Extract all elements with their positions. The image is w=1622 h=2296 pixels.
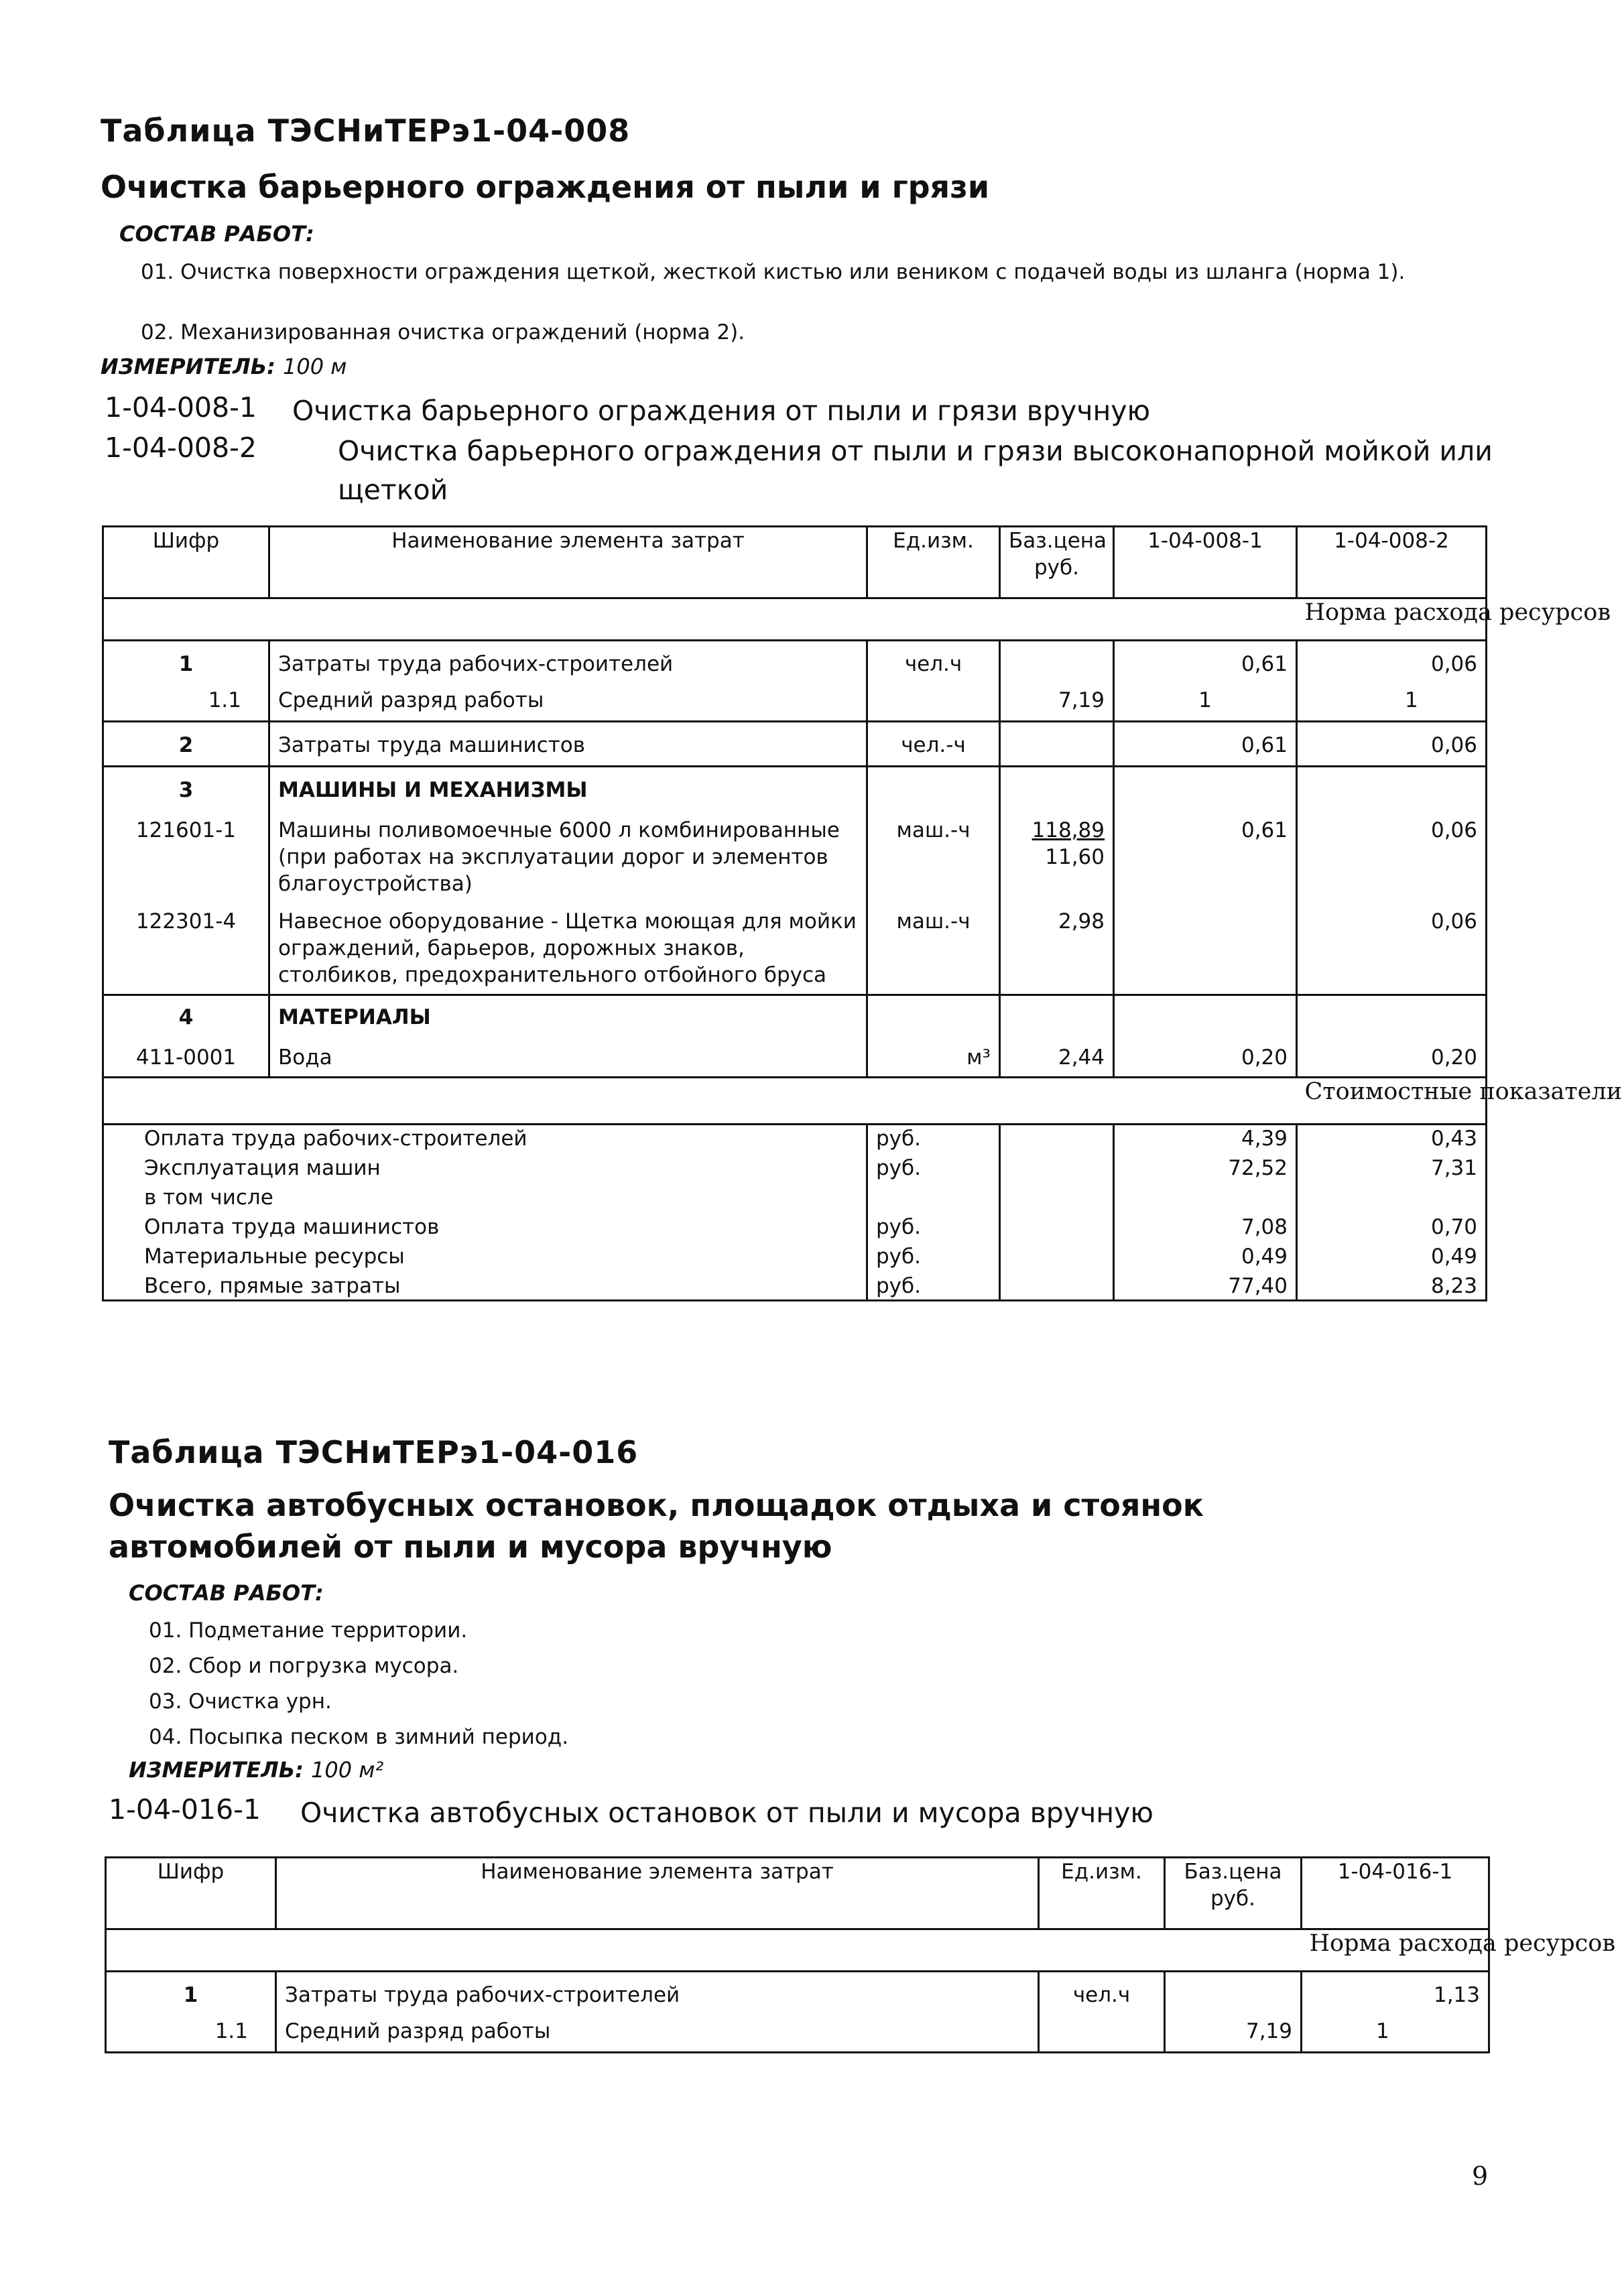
table2-composition-label: СОСТАВ РАБОТ: bbox=[129, 1580, 324, 1606]
table1-composition-label: СОСТАВ РАБОТ: bbox=[119, 221, 314, 247]
header-price: Баз.цена руб. bbox=[1165, 1858, 1302, 1929]
table2-work-3: 03. Очистка урн. bbox=[149, 1689, 332, 1714]
cost-caption-row bbox=[103, 1078, 1487, 1125]
machine-price-cell: 118,89 11,60 bbox=[1000, 804, 1114, 897]
norm-caption-row bbox=[106, 1929, 1489, 1972]
table-row: 1.1 Средний разряд работы 7,19 1 1 bbox=[103, 678, 1487, 722]
header-col2: 1-04-008-2 bbox=[1297, 527, 1487, 598]
norm-caption: Норма расхода ресурсов bbox=[1297, 598, 1487, 641]
code: 1-04-008-2 bbox=[105, 432, 257, 464]
cost-row: Оплата труда рабочих-строителей руб. 4,39 0,43 bbox=[103, 1125, 1487, 1153]
table-row: 1 Затраты труда рабочих-строителей чел.ч 0,61 0,06 bbox=[103, 641, 1487, 678]
header-name: Наименование элемента затрат bbox=[269, 527, 867, 598]
cost-row: в том числе bbox=[103, 1182, 1487, 1211]
cost-row: Оплата труда машинистов руб. 7,08 0,70 bbox=[103, 1211, 1487, 1240]
table2-work-4: 04. Посыпка песком в зимний период. bbox=[149, 1725, 569, 1749]
table-row: 121601-1 Машины поливомоечные 6000 л комбинированные (при работах на эксплуатации дорог и элементов благоустройства) маш.-ч 118,89 11,60 0,61 0,06 bbox=[103, 804, 1487, 897]
table2-meter-label: ИЗМЕРИТЕЛЬ: bbox=[129, 1757, 304, 1783]
table2-work-1: 01. Подметание территории. bbox=[149, 1618, 468, 1643]
cost-row: Эксплуатация машин руб. 72,52 7,31 bbox=[103, 1152, 1487, 1182]
header-cipher: Шифр bbox=[103, 527, 269, 598]
header-name: Наименование элемента затрат bbox=[276, 1858, 1039, 1929]
header-unit: Ед.изм. bbox=[867, 527, 1000, 598]
header-cipher: Шифр bbox=[106, 1858, 276, 1929]
table-row: 2 Затраты труда машинистов чел.-ч 0,61 0,06 bbox=[103, 722, 1487, 767]
table2-resources bbox=[105, 1856, 1616, 2053]
table-row: 1.1 Средний разряд работы 7,19 1 bbox=[106, 2008, 1489, 2053]
table1-title: Таблица ТЭСНиТЕРэ1-04-008 bbox=[101, 113, 631, 149]
header-col1: 1-04-008-1 bbox=[1114, 527, 1297, 598]
header-price: Баз.цена руб. bbox=[1000, 527, 1114, 598]
table2-code-line-1 bbox=[109, 1793, 1153, 1832]
table1-resources bbox=[102, 525, 1622, 1301]
table-row: 4 МАТЕРИАЛЫ bbox=[103, 995, 1487, 1031]
table1-subtitle: Очистка барьерного ограждения от пыли и грязи bbox=[101, 169, 990, 205]
code: 1-04-008-1 bbox=[105, 391, 257, 424]
table-row: 122301-4 Навесное оборудование - Щетка моющая для мойки ограждений, барьеров, дорожных знаков, столбиков, предохранительного отбойного бруса маш.-ч 2,98 0,06 bbox=[103, 897, 1487, 995]
table2-meter bbox=[129, 1757, 383, 1783]
page-number: 9 bbox=[1472, 2161, 1489, 2191]
table1-meter-label: ИЗМЕРИТЕЛЬ: bbox=[101, 354, 275, 379]
table-row: 411-0001 Вода м³ 2,44 0,20 0,20 bbox=[103, 1031, 1487, 1078]
code-text: Очистка автобусных остановок от пыли и мусора вручную bbox=[300, 1797, 1153, 1829]
table2-meter-value: 100 м² bbox=[311, 1757, 384, 1783]
table2-subtitle-line2: автомобилей от пыли и мусора вручную bbox=[109, 1529, 832, 1565]
code-text: Очистка барьерного ограждения от пыли и грязи вручную bbox=[292, 395, 1151, 427]
code-text: Очистка барьерного ограждения от пыли и грязи высоконапорной мойкой или щеткой bbox=[338, 435, 1493, 506]
header-col1: 1-04-016-1 bbox=[1302, 1858, 1489, 1929]
cost-caption: Стоимостные показатели bbox=[1297, 1078, 1487, 1125]
table2-subtitle-line1: Очистка автобусных остановок, площадок отдыха и стоянок bbox=[109, 1487, 1204, 1523]
cost-row: Всего, прямые затраты руб. 77,40 8,23 bbox=[103, 1270, 1487, 1301]
code: 1-04-016-1 bbox=[109, 1793, 261, 1826]
table1-work-2: 02. Механизированная очистка ограждений (норма 2). bbox=[141, 320, 745, 344]
table-row: 3 МАШИНЫ И МЕХАНИЗМЫ bbox=[103, 767, 1487, 804]
table1-code-line-1 bbox=[105, 391, 1150, 430]
table1-work-1: 01. Очистка поверхности ограждения щеткой, жесткой кистью или веником с подачей воды из шланга (норма 1). bbox=[141, 260, 1406, 284]
table2-work-2: 02. Сбор и погрузка мусора. bbox=[149, 1654, 459, 1678]
table1-meter bbox=[101, 354, 347, 379]
norm-caption-row bbox=[103, 598, 1487, 641]
header-unit: Ед.изм. bbox=[1039, 1858, 1165, 1929]
table-header-row bbox=[106, 1858, 1489, 1929]
table1-code-line-2 bbox=[105, 432, 1512, 509]
cost-row: Материальные ресурсы руб. 0,49 0,49 bbox=[103, 1240, 1487, 1270]
table1-meter-value: 100 м bbox=[283, 354, 347, 379]
table2-title: Таблица ТЭСНиТЕРэ1-04-016 bbox=[109, 1434, 639, 1470]
table-row: 1 Затраты труда рабочих-строителей чел.ч 1,13 bbox=[106, 1972, 1489, 2009]
table-header-row bbox=[103, 527, 1487, 598]
norm-caption: Норма расхода ресурсов bbox=[1302, 1929, 1489, 1972]
